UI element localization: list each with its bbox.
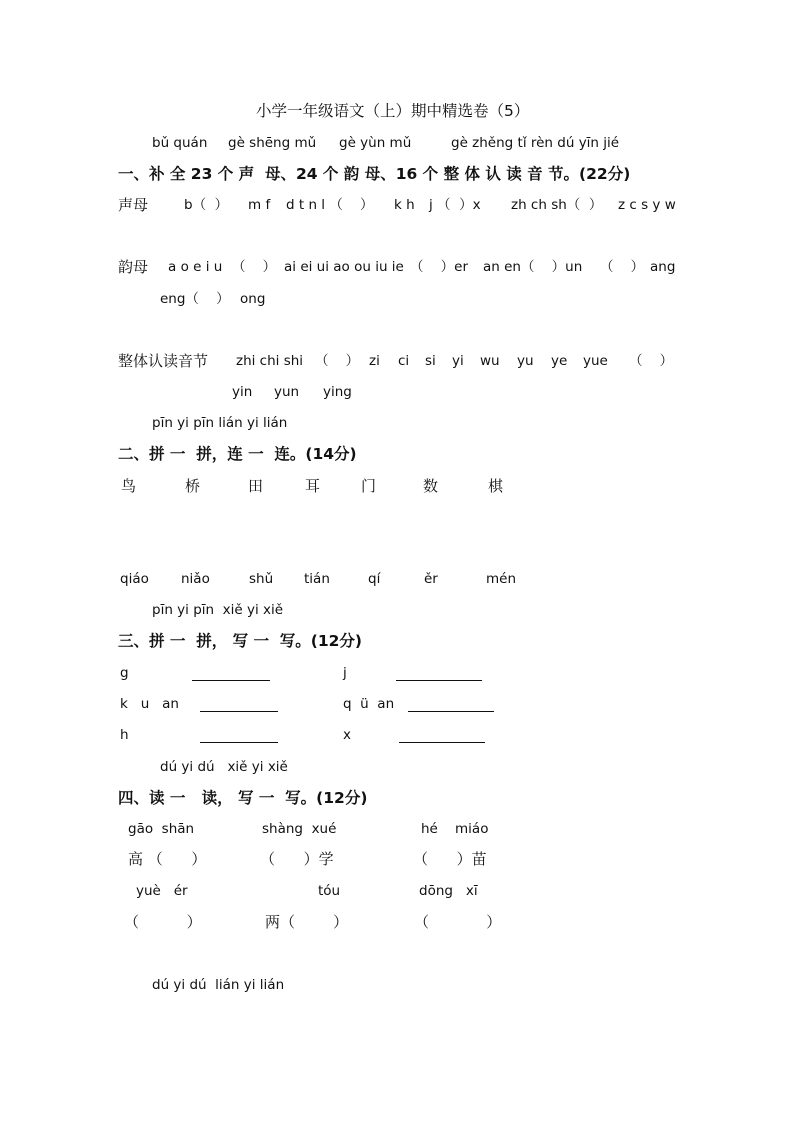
pinyin-option: tián	[304, 571, 330, 587]
yunmu-seg-1: a o e i u	[168, 259, 223, 275]
shengmu-seg-1: b（ ）	[184, 197, 229, 213]
word-pinyin: dōng xī	[419, 883, 478, 899]
char: 门	[361, 477, 377, 495]
zhengti-item: yin	[232, 384, 253, 400]
zhengti-item: wu	[480, 353, 500, 369]
answer-line[interactable]	[200, 711, 278, 712]
s1-pinyin-3: gè yùn mǔ	[339, 135, 412, 151]
pinyin-option: qí	[368, 571, 381, 587]
yunmu-seg-8: eng（ ）	[160, 291, 230, 307]
left-syllable: g	[120, 665, 129, 681]
zhengti-item: ye	[551, 353, 568, 369]
right-syllable: j	[343, 665, 347, 681]
zhengti-label: 整体认读音节	[118, 352, 209, 370]
word-blank[interactable]: （ ）	[124, 913, 202, 931]
s3-pinyin: pīn yi pīn xiě yi xiě	[152, 602, 284, 618]
shengmu-seg-4: k h	[394, 197, 415, 213]
shengmu-seg-2: m f	[248, 197, 271, 213]
pinyin-option: niǎo	[181, 571, 210, 587]
shengmu-seg-7: z c s y w	[618, 197, 676, 213]
zhengti-item: zi	[369, 353, 380, 369]
page-title: 小学一年级语文（上）期中精选卷（5）	[256, 102, 530, 120]
pinyin-option: mén	[486, 571, 517, 587]
answer-line[interactable]	[399, 742, 485, 743]
zhengti-seg-3: （ ）	[629, 353, 674, 369]
zhengti-item: yi	[452, 353, 464, 369]
word-pinyin: tóu	[318, 883, 341, 899]
zhengti-item: yun	[274, 384, 300, 400]
zhengti-item: ci	[398, 353, 410, 369]
s1-pinyin-2: gè shēng mǔ	[228, 135, 317, 151]
zhengti-item: ying	[323, 384, 352, 400]
yunmu-seg-6: （ ）	[600, 259, 645, 275]
yunmu-seg-2: （ ）	[232, 259, 277, 275]
char: 耳	[305, 477, 321, 495]
char: 棋	[488, 477, 504, 495]
answer-line[interactable]	[396, 680, 482, 681]
char: 桥	[185, 477, 201, 495]
pinyin-option: qiáo	[120, 571, 149, 587]
yunmu-seg-9: ong	[240, 291, 266, 307]
left-syllable: h	[120, 727, 129, 743]
yunmu-seg-5: an en（ ）un	[483, 259, 583, 275]
section-3-heading: 三、拼 一 拼， 写 一 写。(12分)	[118, 632, 363, 650]
right-syllable: q ü an	[343, 696, 395, 712]
yunmu-seg-3: ai ei ui ao ou iu ie	[284, 259, 404, 275]
s5-pinyin: dú yi dú lián yi lián	[152, 977, 285, 993]
pinyin-option: ěr	[424, 571, 438, 587]
answer-line[interactable]	[408, 711, 494, 712]
zhengti-item: yue	[583, 353, 608, 369]
zhengti-item: si	[425, 353, 436, 369]
word-pinyin: gāo shān	[128, 821, 195, 837]
yunmu-seg-7: ang	[650, 259, 676, 275]
s1-pinyin-4: gè zhěng tǐ rèn dú yīn jié	[451, 135, 620, 151]
word-blank[interactable]: （ ）	[414, 913, 502, 931]
word-blank[interactable]: 两（ ）	[265, 913, 349, 931]
shengmu-seg-3: d t n l （ ）	[286, 197, 374, 213]
word-blank[interactable]: （ ）苗	[413, 850, 487, 868]
char: 鸟	[121, 477, 137, 495]
section-1-heading: 一、补 全 23 个 声 母、24 个 韵 母、16 个 整 体 认 读 音 节。(22分)	[118, 165, 631, 183]
shengmu-seg-6: zh ch sh（ ）	[511, 197, 603, 213]
word-pinyin: shàng xué	[262, 821, 337, 837]
zhengti-seg-1: zhi chi shi	[236, 353, 304, 369]
word-pinyin: hé miáo	[421, 821, 489, 837]
shengmu-seg-5: j （ ）x	[429, 197, 481, 213]
pinyin-option: shǔ	[249, 571, 274, 587]
left-syllable: k u an	[120, 696, 179, 712]
word-blank[interactable]: （ ）学	[260, 850, 334, 868]
s4-pinyin: dú yi dú xiě yi xiě	[160, 759, 288, 775]
yunmu-seg-4: （ ）er	[410, 259, 469, 275]
s2-pinyin: pīn yi pīn lián yi lián	[152, 415, 288, 431]
word-blank[interactable]: 高 （ ）	[128, 850, 207, 868]
shengmu-label: 声母	[118, 196, 149, 214]
word-pinyin: yuè ér	[136, 883, 188, 899]
answer-line[interactable]	[192, 680, 270, 681]
char: 田	[248, 477, 264, 495]
char: 数	[423, 477, 439, 495]
section-2-heading: 二、拼 一 拼，连 一 连。(14分)	[118, 445, 357, 463]
zhengti-seg-2: （ ）	[315, 353, 360, 369]
right-syllable: x	[343, 727, 351, 743]
section-4-heading: 四、读 一 读， 写 一 写。(12分)	[118, 789, 368, 807]
s1-pinyin-1: bǔ quán	[152, 135, 208, 151]
zhengti-item: yu	[517, 353, 534, 369]
answer-line[interactable]	[200, 742, 278, 743]
yunmu-label: 韵母	[118, 258, 149, 276]
